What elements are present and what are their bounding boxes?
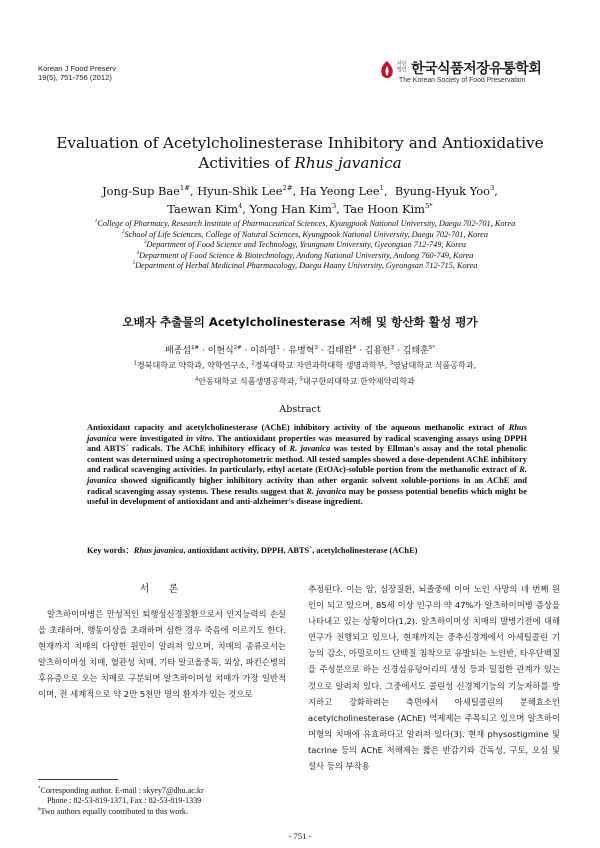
- journal-name: Korean J Food Preserv: [38, 64, 117, 73]
- footnote-corresponding: *Corresponding author. E-mail : skyey7@dhu.ac.kr: [38, 786, 204, 795]
- author-name: Ha Yeong Lee: [299, 184, 380, 198]
- footnote-equal-contribution: #Two authors equally contributed to this work.: [38, 806, 189, 816]
- journal-citation: [38, 64, 116, 83]
- affiliation-item: $^5$Department of Herbal Medicinal Pharmacology, Daegu Haany University, Gyeongsan 712-715, Korea: [132, 261, 478, 271]
- affiliation-item: $^4$Department of Food Science & Biotechnology, Andong National University, Andong 760-749, Korea: [136, 250, 474, 260]
- footnote-phone: Phone : 82-53-819-1371, Fax : 82-53-819-1339: [47, 796, 202, 806]
- author-line2: Taewan Kim$^4$, Yong Han Kim$^3$, Tae Hoon Kim$^{5*}$: [167, 201, 433, 216]
- author-name: Hyun-Shik Lee: [197, 184, 283, 198]
- society-emblem-icon: [378, 60, 396, 80]
- author-line1: Jong-Sup Bae$^{1\#}$, Hyun-Shik Lee$^{2\#}$, Ha Yeong Lee$^1$, Byung-Hyuk Yoo$^3$,: [102, 184, 498, 198]
- journal-volume: 19(5), 751-756 (2012): [38, 73, 112, 83]
- footnote-divider: [38, 779, 118, 780]
- author-name: Byung-Hyuk Yoo: [394, 184, 490, 198]
- affiliation-item: $^3$Department of Food Science and Technology, Yeungnam University, Gyeongsan 712-749, Korea: [143, 240, 467, 250]
- abstract-heading: Abstract: [279, 404, 321, 415]
- paper-title-line1: Evaluation of Acetylcholinesterase Inhibitory and Antioxidative: [56, 134, 544, 152]
- korean-affiliation-list: $^1$경북대학교 약학과, 약학연구소, $^2$경북대학교 자연과학대학 생명과학부, $^3$영남대학교 식품공학과, $^4$안동대학교 식품생명공학과, $^5$대구한의대학교 한약재약리학과: [133, 360, 477, 386]
- paper-title: [40, 133, 560, 173]
- author-name: Yong Han Kim: [249, 201, 332, 216]
- body-text-left-column: 알츠하이머병은 만성적인 퇴행성신경질환으로서 인지능력의 손실을 초래하며, 행동이상을 초래하며 심한 경우 죽음에 이르기도 한다. 현재까지 치매의 다양한 원인이 알려져 있으며, 치매의 종류로서는 알츠하이머성 치매, 혈관성 치매, 기타 알코올중독, 외상, 파킨슨병의 후유증으로 오는 치매로 구분되며 알츠하이머성 치매가 가장 일반적이며, 전 세계적으로 약 2만 5천만 명의 환자가 있는 것으로: [38, 609, 286, 700]
- society-name-korean: 한국식품저장유통학회: [411, 61, 542, 77]
- society-logo: [378, 58, 578, 88]
- abstract-body: Antioxidant capacity and acetylcholinesterase (AChE) inhibitory activity of the aqueous methanolic extract of Rhus javanica were investigated in vitro. The antioxidant properties was measured by radical scavenging assays using DPPH and ABTS+ radicals. The AChE inhibitory efficacy of R. javanica was tested by Ellman's assay and the total phenolic content was determined using a spectrophotometric method. All tested samples showed a dose-dependent AChE inhibitory and radical scavenging activities. In particularly, ethyl acetate (EtOAc)-soluble portion from the methanolic extract of R. javanica showed significantly higher inhibitory activity than other organic solvent soluble-portions in an AChE and radical scavenging assay systems. These results suggest that R. javanica may be possess potential benefits which might be useful in development of antioxidant and anti-alzheimer's disease ingredient.: [87, 422, 528, 507]
- paper-title-line2: Activities of Rhus javanica: [198, 154, 402, 172]
- keywords: Key words：Rhus javanica, antioxidant activity, DPPH, ABTS+, acetylcholinesterase (AChE): [87, 546, 418, 555]
- author-name: Taewan Kim: [167, 201, 238, 216]
- society-corporate-mark: 사단 법인: [397, 61, 407, 73]
- section-heading-introduction: 서 론: [139, 584, 187, 595]
- affiliation-item: $^2$School of Life Sciences, College of Natural Sciences, Kyungpook National University, Daegu 702-701, Korea: [121, 229, 489, 239]
- author-name: Tae Hoon Kim: [343, 201, 425, 216]
- body-text-right-column: 추정된다. 이는 암, 심장질환, 뇌졸중에 이어 노인 사망의 네 번째 원인이 되고 있으며, 85세 이상 인구의 약 47%가 알츠하이머병 증상을 나타내고 있는 상황이다(1,2). 알츠하이머성 치매의 발병기전에 대해 연구가 진행되고 있으나, 현재까지는 중추신경계에서 아세틸콜린 기능의 감소, 아밀로이드 단백질 침착으로 유발되는 노인반, 타우단백질을 주성분으로 하는 신경섬유덩어리의 생성 등과 밀접한 관계가 있는 것으로 알려져 있다. 그중에서도 콜린성 신경계기능의 기능저하를 방지하고 강화하려는 측면에서 아세틸콜린의 분해효소인 acetylcholinesterase (AChE) 억제제는 주목되고 있으며 알츠하이머형의 치매에 유효하다고 알려져 있다(3). 현재 physostigmine 및 tacrine 등의 AChE 저해제는 짧은 반감기와 간독성, 구토, 오심 및 설사 등의 부작용: [308, 584, 560, 772]
- korean-title: 오배자 추출물의 Acetylcholinesterase 저해 및 항산화 활성 평가: [122, 315, 478, 329]
- footnotes: [38, 786, 288, 817]
- author-list: [40, 183, 560, 218]
- society-name-english: The Korean Society of Food Preservation: [399, 77, 526, 84]
- page-number: - 751 -: [288, 831, 312, 841]
- affiliation-list: [60, 219, 550, 272]
- affiliation-item: $^1$College of Pharmacy, Research Institute of Pharmaceutical Sciences, Kyungpook National University, Daegu 702-701, Korea: [94, 219, 516, 228]
- korean-author-list: 배종섭$^{1\#}$ · 이현식$^{2\#}$ · 이하영$^1$ · 유병혁$^3$ · 김태완$^4$ · 김용한$^3$ · 김태훈$^{5*}$: [165, 345, 435, 356]
- author-name: Jong-Sup Bae: [102, 184, 180, 198]
- species-name: Rhus javanica: [294, 154, 402, 172]
